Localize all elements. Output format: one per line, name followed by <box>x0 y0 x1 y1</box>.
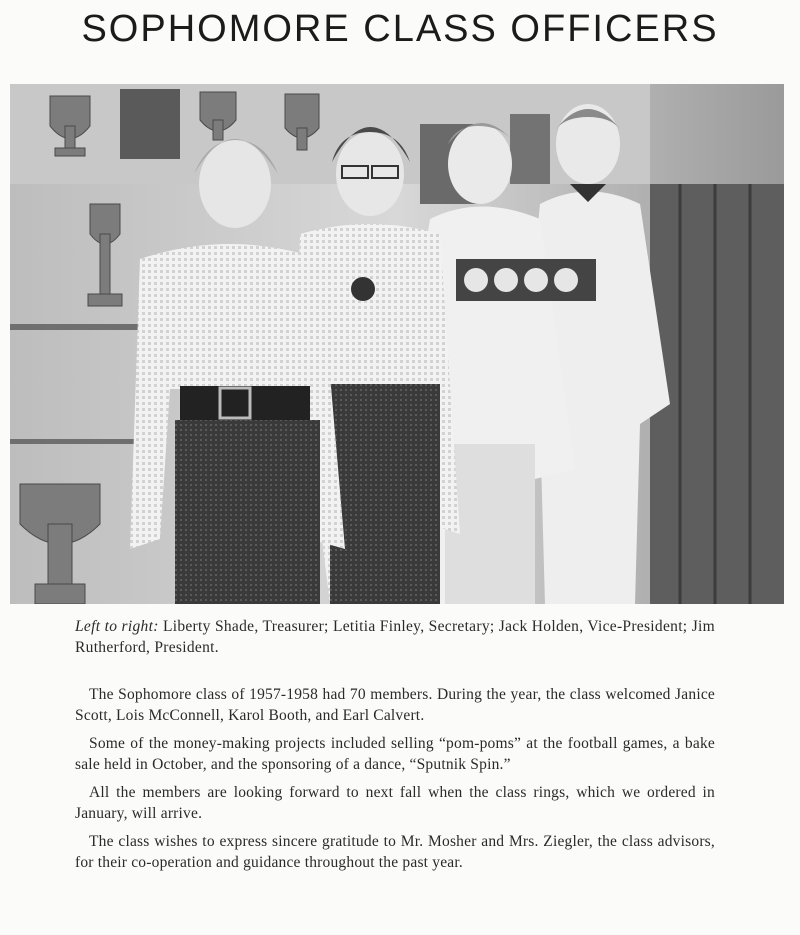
class-officers-photo <box>10 84 784 604</box>
page-title: SOPHOMORE CLASS OFFICERS <box>81 8 719 50</box>
paragraph-gratitude: The class wishes to express sincere gratitude to Mr. Mosher and Mrs. Ziegler, the class advisors, for their co-operation and guidance throughout the past year. <box>75 833 715 871</box>
caption-text: Liberty Shade, Treasurer; Letitia Finley, Secretary; Jack Holden, Vice-President; Jim Rutherford, President. <box>75 618 715 656</box>
photo-caption <box>75 616 715 658</box>
paragraph-class-rings: All the members are looking forward to next fall when the class rings, which we ordered in January, will arrive. <box>75 784 715 822</box>
article-body <box>75 684 715 880</box>
paragraph-projects: Some of the money-making projects included selling “pom-poms” at the football games, a bake sale held in October, and the sponsoring of a dance, “Sputnik Spin.” <box>75 735 715 773</box>
caption-lead: Left to right: <box>75 618 159 635</box>
paragraph-membership: The Sophomore class of 1957-1958 had 70 members. During the year, the class welcomed Janice Scott, Lois McConnell, Karol Booth, and Earl Calvert. <box>75 686 715 724</box>
